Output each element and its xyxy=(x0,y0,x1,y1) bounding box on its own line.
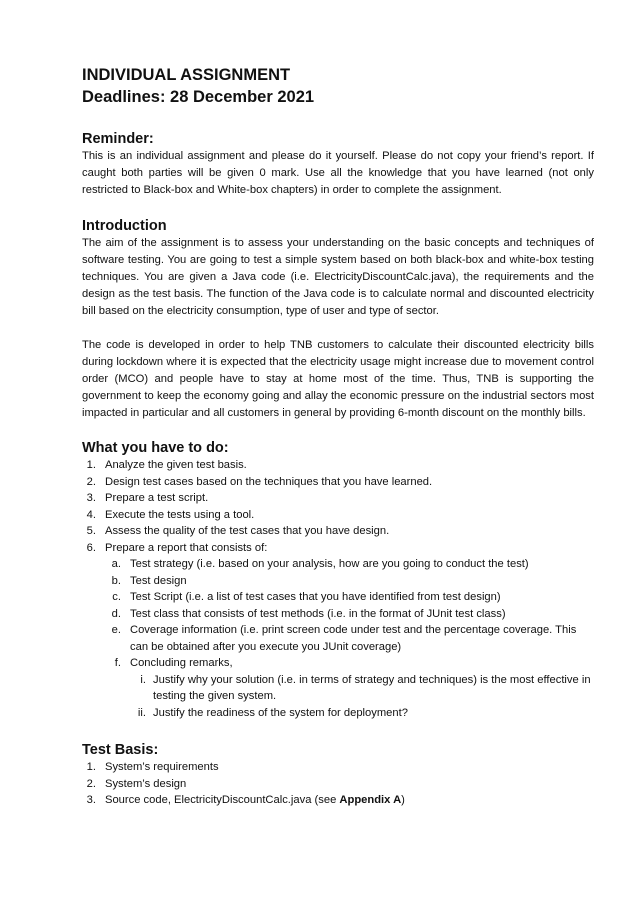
list-marker: a. xyxy=(111,558,121,570)
sub-sub-list-item xyxy=(82,672,594,705)
list-marker: f. xyxy=(114,657,121,669)
reminder-heading: Reminder: xyxy=(82,131,154,147)
sub-list-item xyxy=(82,622,594,655)
list-item-text: Coverage information (i.e. print screen code under test and the percentage coverage. This can be obtained after you execute you JUnit coverage) xyxy=(130,624,577,653)
list-item-text: Test Script (i.e. a list of test cases that you have identified from test design) xyxy=(130,591,501,603)
list-marker: c. xyxy=(112,591,121,603)
list-item xyxy=(82,523,594,540)
list-marker: 3. xyxy=(86,794,96,806)
list-item-text: Source code, ElectricityDiscountCalc.java (see xyxy=(105,794,340,806)
list-item xyxy=(82,759,594,776)
list-item-suffix: ) xyxy=(401,794,405,806)
list-marker: 2. xyxy=(86,475,96,488)
sub-list-item xyxy=(82,589,594,606)
document-page xyxy=(82,64,594,809)
list-item-text: Prepare a test script. xyxy=(105,492,209,504)
list-marker: d. xyxy=(111,607,121,620)
list-marker: 3. xyxy=(86,492,96,504)
list-marker: 6. xyxy=(86,541,96,554)
list-marker: 1. xyxy=(86,459,96,471)
sub-list-item xyxy=(82,606,594,623)
list-item-text: Test class that consists of test methods (i.e. in the format of JUnit test class) xyxy=(130,607,506,620)
list-item xyxy=(82,540,594,557)
list-item-text: Justify why your solution (i.e. in terms of strategy and techniques) is the most effective in testing the given system. xyxy=(153,673,591,702)
list-marker: 1. xyxy=(86,761,96,773)
list-marker: i. xyxy=(140,673,146,686)
assignment-title: INDIVIDUAL ASSIGNMENT xyxy=(82,66,291,84)
list-item-text: System’s requirements xyxy=(105,761,219,773)
list-marker: 4. xyxy=(86,508,96,521)
list-item-text: Execute the tests using a tool. xyxy=(105,508,255,521)
list-item-text: Design test cases based on the techniques that you have learned. xyxy=(105,475,433,488)
introduction-heading: Introduction xyxy=(82,218,167,234)
list-marker: ii. xyxy=(137,706,146,719)
list-item-text: Test strategy (i.e. based on your analysis, how are you going to conduct the test) xyxy=(130,558,529,570)
list-marker: b. xyxy=(111,574,121,587)
list-item xyxy=(82,490,594,507)
sub-sub-list-item xyxy=(82,705,594,722)
list-item-text: Concluding remarks, xyxy=(130,657,233,669)
sub-list-item xyxy=(82,655,594,672)
list-item-text: Test design xyxy=(130,574,187,587)
introduction-paragraph-2: The code is developed in order to help TNB customers to calculate their discounted electricity bills during lockdown where it is expected that the electricity usage might increase due to movement control order (MCO) and people have to stay at home most of the time. Thus, TNB is supporting the government to keep the economy going and allay the economic pressure on the industrial sectors most impacted in particular and all customers in general by providing 6-month discount on the monthly bills. xyxy=(82,339,594,419)
list-item-text: Assess the quality of the test cases that you have design. xyxy=(105,525,390,537)
list-item-text: Prepare a report that consists of: xyxy=(105,541,268,554)
sub-list-item xyxy=(82,556,594,573)
list-item-text: System’s design xyxy=(105,777,187,790)
todo-list xyxy=(82,457,594,721)
list-item-text: Justify the readiness of the system for deployment? xyxy=(153,706,408,719)
list-marker: 5. xyxy=(86,525,96,537)
todo-heading: What you have to do: xyxy=(82,440,229,456)
test-basis-list xyxy=(82,759,594,809)
list-item xyxy=(82,474,594,491)
appendix-reference: Appendix A xyxy=(339,794,402,806)
reminder-paragraph: This is an individual assignment and please do it yourself. Please do not copy your friend’s report. If caught both parties will be given 0 mark. Use all the knowledge that you have learned (not only restricted to Black-box and White-box chapters) in order to complete the assignment. xyxy=(82,150,594,196)
sub-list-item xyxy=(82,573,594,590)
introduction-paragraph-1: The aim of the assignment is to assess your understanding on the basic concepts and techniques of software testing. You are going to test a simple system based on both black-box and white-box testing techniques. You are given a Java code (i.e. ElectricityDiscountCalc.java), the requirements and the design as the test basis. The function of the Java code is to calculate normal and discounted electricity bill based on the electricity consumption, type of user and type of sector. xyxy=(82,237,594,317)
list-item-text: Analyze the given test basis. xyxy=(105,459,247,471)
list-marker: e. xyxy=(111,624,121,636)
list-item xyxy=(82,776,594,793)
list-marker: 2. xyxy=(86,777,96,790)
list-item xyxy=(82,792,594,809)
test-basis-heading: Test Basis: xyxy=(82,742,159,758)
list-item xyxy=(82,457,594,474)
deadline-heading: Deadlines: 28 December 2021 xyxy=(82,88,315,106)
list-item xyxy=(82,507,594,524)
